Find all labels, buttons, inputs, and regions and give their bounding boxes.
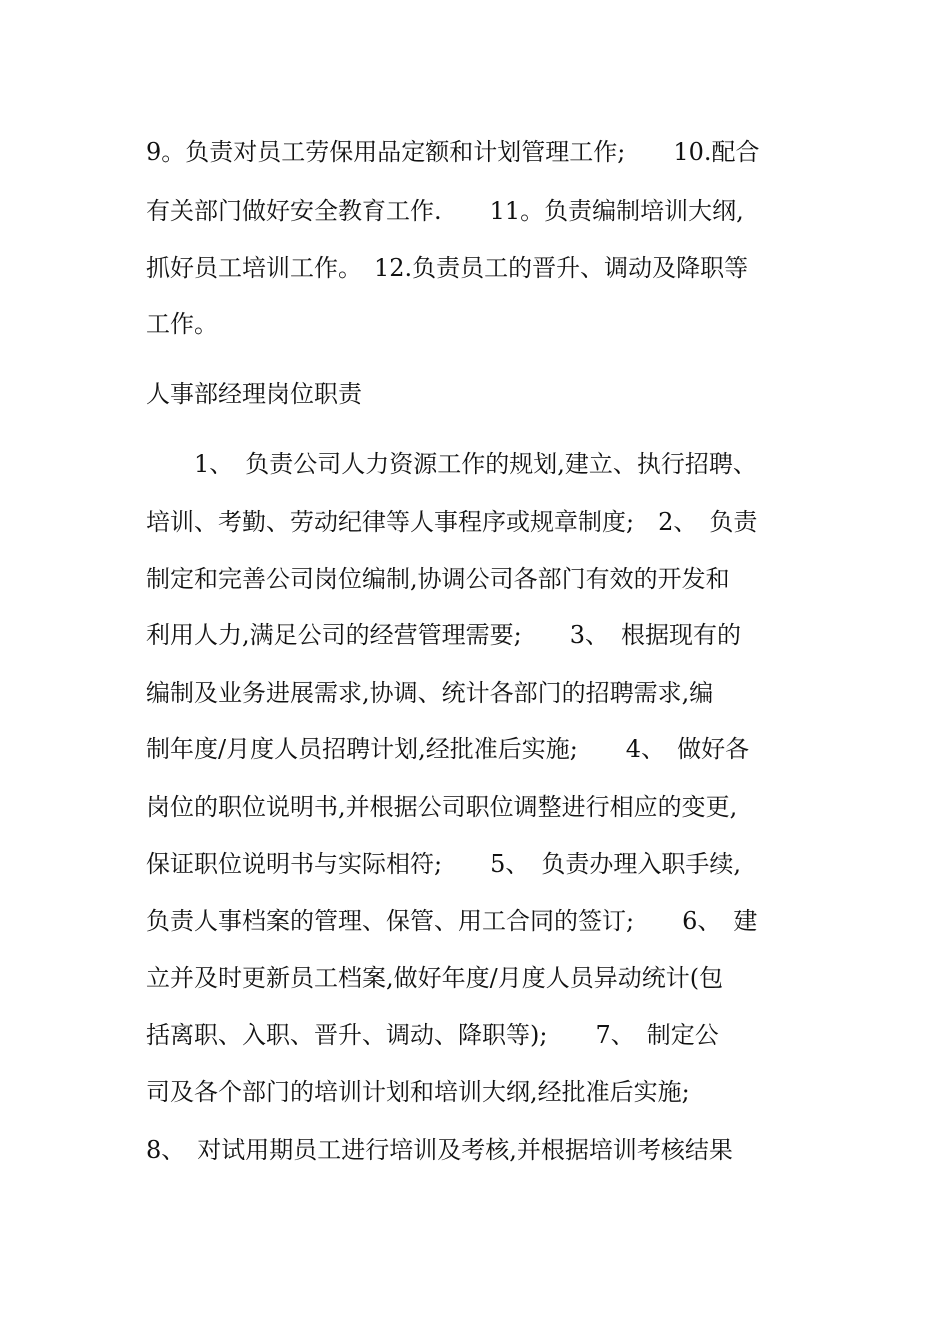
paragraph-line: 1、 负责公司人力资源工作的规划,建立、执行招聘、 xyxy=(146,450,757,478)
paragraph-line: 岗位的职位说明书,并根据公司职位调整进行相应的变更, xyxy=(146,793,738,821)
paragraph-line: 立并及时更新员工档案,做好年度/月度人员异动统计(包 xyxy=(146,964,724,992)
paragraph-line: 司及各个部门的培训计划和培训大纲,经批准后实施; xyxy=(146,1078,690,1106)
paragraph-line: 利用人力,满足公司的经营管理需要; 3、 根据现有的 xyxy=(146,621,741,649)
paragraph-line: 保证职位说明书与实际相符; 5、 负责办理入职手续, xyxy=(146,850,741,878)
paragraph-line: 有关部门做好安全教育工作. 11。负责编制培训大纲, xyxy=(146,197,744,225)
paragraph-line: 括离职、入职、晋升、调动、降职等); 7、 制定公 xyxy=(146,1021,719,1049)
paragraph-line: 8、 对试用期员工进行培训及考核,并根据培训考核结果 xyxy=(146,1136,733,1164)
paragraph-line: 制年度/月度人员招聘计划,经批准后实施; 4、 做好各 xyxy=(146,735,750,763)
paragraph-line: 培训、考勤、劳动纪律等人事程序或规章制度; 2、 负责 xyxy=(146,508,758,536)
paragraph-line: 9。负责对员工劳保用品定额和计划管理工作; 10.配合 xyxy=(146,138,760,166)
paragraph-line: 负责人事档案的管理、保管、用工合同的签订; 6、 建 xyxy=(146,907,758,935)
paragraph-line: 抓好员工培训工作。 12.负责员工的晋升、调动及降职等 xyxy=(146,254,749,282)
paragraph-line: 制定和完善公司岗位编制,协调公司各部门有效的开发和 xyxy=(146,565,730,593)
section-heading: 人事部经理岗位职责 xyxy=(146,380,362,408)
paragraph-line: 编制及业务进展需求,协调、统计各部门的招聘需求,编 xyxy=(146,679,714,707)
paragraph-line: 工作。 xyxy=(146,310,218,338)
